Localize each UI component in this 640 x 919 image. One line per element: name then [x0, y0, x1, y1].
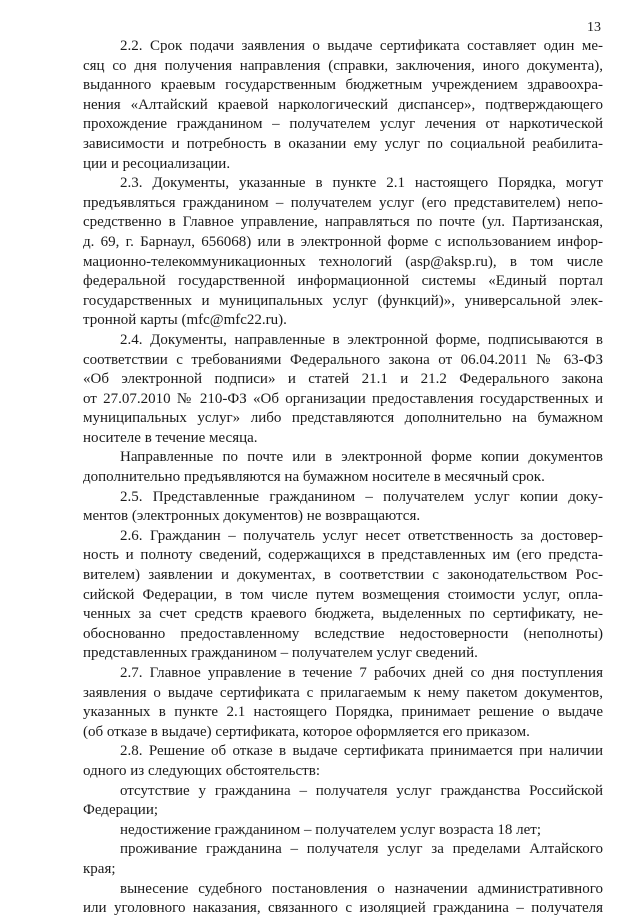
text-line: недостижение гражданином – получателем услуг возраста 18 лет;	[120, 821, 542, 838]
text-line: сяц со дня получения направления (справки, заключения, иного документа),	[83, 57, 603, 74]
text-line: 2.7. Главное управление в течение 7 рабочих дней со дня поступления	[120, 665, 603, 681]
text-line: 2.3. Документы, указанные в пункте 2.1 настоящего Порядка, могут	[120, 175, 603, 192]
text-line: или уголовного наказания, связанного с изоляцией гражданина – получателя	[83, 900, 603, 917]
text-line: отсутствие у гражданина – получателя услуг гражданства Российской	[120, 782, 603, 799]
text-line: средственно в Главное управление, направляться по почте (ул. Партизанская,	[83, 214, 603, 231]
text-line: выданного краевым государственным бюджетным учреждением здравоохра-	[83, 77, 603, 94]
text-line: края;	[83, 860, 116, 877]
text-line: 2.4. Документы, направленные в электронной форме, подписываются в	[120, 331, 603, 348]
text-line: Направленные по почте или в электронной форме копии документов	[120, 449, 603, 466]
text-line: д. 69, г. Барнаул, 656068) или в электронной форме с использованием инфор-	[83, 233, 603, 250]
text-line: вынесение судебного постановления о назначении административного	[120, 880, 603, 897]
text-line: от 27.07.2010 № 210-ФЗ «Об организации предоставления государственных и	[83, 390, 603, 407]
text-line: предъявляться гражданином – получателем услуг (его представителем) непо-	[83, 194, 603, 211]
text-line: прохождение гражданином – получателем услуг лечения от наркотической	[83, 116, 603, 133]
text-line: носителе в течение месяца.	[83, 429, 258, 446]
text-line: дополнительно предъявляются на бумажном носителе в месячный срок.	[83, 469, 545, 486]
text-line: заявления о выдаче сертификата с прилагаемым к нему пакетом документов,	[83, 684, 603, 701]
text-line: 2.5. Представленные гражданином – получателем услуг копии доку-	[120, 488, 603, 505]
text-line: зависимости и потребность в оказании ему услуг по социальной реабилита-	[83, 135, 603, 152]
text-line: ченных за счет средств краевого бюджета, выделенных по сертификату, не-	[83, 606, 603, 623]
text-line: 2.2. Срок подачи заявления о выдаче сертификата составляет один ме-	[120, 38, 603, 54]
text-line: ментов (электронных документов) не возвращаются.	[83, 508, 421, 525]
text-line: нения «Алтайский краевой наркологический диспансер», подтверждающего	[83, 96, 603, 113]
text-line: одного из следующих обстоятельств:	[83, 762, 320, 779]
text-line: сийской Федерации, в том числе путем возмещения стоимости услуг, опла-	[83, 586, 603, 603]
text-line: обоснованно предоставленному вследствие недостоверности (неполноты)	[83, 625, 603, 642]
text-line: «Об электронной подписи» и статей 21.1 и 21.2 Федерального закона	[83, 371, 603, 388]
document-body	[83, 37, 603, 919]
text-line: соответствии с требованиями Федерального закона от 06.04.2011 № 63-ФЗ	[83, 351, 603, 368]
text-line: представленных гражданином – получателем услуг сведений.	[83, 645, 478, 662]
text-line: федеральной государственной информационной системы «Единый портал	[83, 273, 603, 290]
text-line: (об отказе в выдаче) сертификата, которое оформляется его приказом.	[83, 723, 530, 740]
text-line: тронной карты (mfc@mfc22.ru).	[83, 312, 287, 329]
page-number: 13	[587, 20, 601, 35]
text-line: вителем) заявлении и документах, в соответствии с законодательством Рос-	[83, 567, 603, 584]
text-line: проживание гражданина – получателя услуг за пределами Алтайского	[120, 841, 603, 858]
text-line: указанных в пункте 2.1 настоящего Порядка, принимает решение о выдаче	[83, 704, 603, 721]
text-line: Федерации;	[83, 802, 159, 819]
text-line: государственных и муниципальных услуг (функций)», универсальной элек-	[83, 292, 603, 309]
text-line: 2.8. Решение об отказе в выдаче сертификата принимается при наличии	[120, 743, 603, 760]
text-line: ции и ресоциализации.	[83, 155, 231, 172]
text-line: муниципальных услуг» либо представляются дополнительно на бумажном	[83, 410, 603, 427]
text-line: ность и полноту сведений, содержащихся в представленных им (его предста-	[83, 547, 603, 564]
text-line: мационно-телекоммуникационных технологий (asp@aksp.ru), в том числе	[83, 253, 603, 270]
text-line: 2.6. Гражданин – получатель услуг несет ответственность за достовер-	[120, 527, 603, 544]
